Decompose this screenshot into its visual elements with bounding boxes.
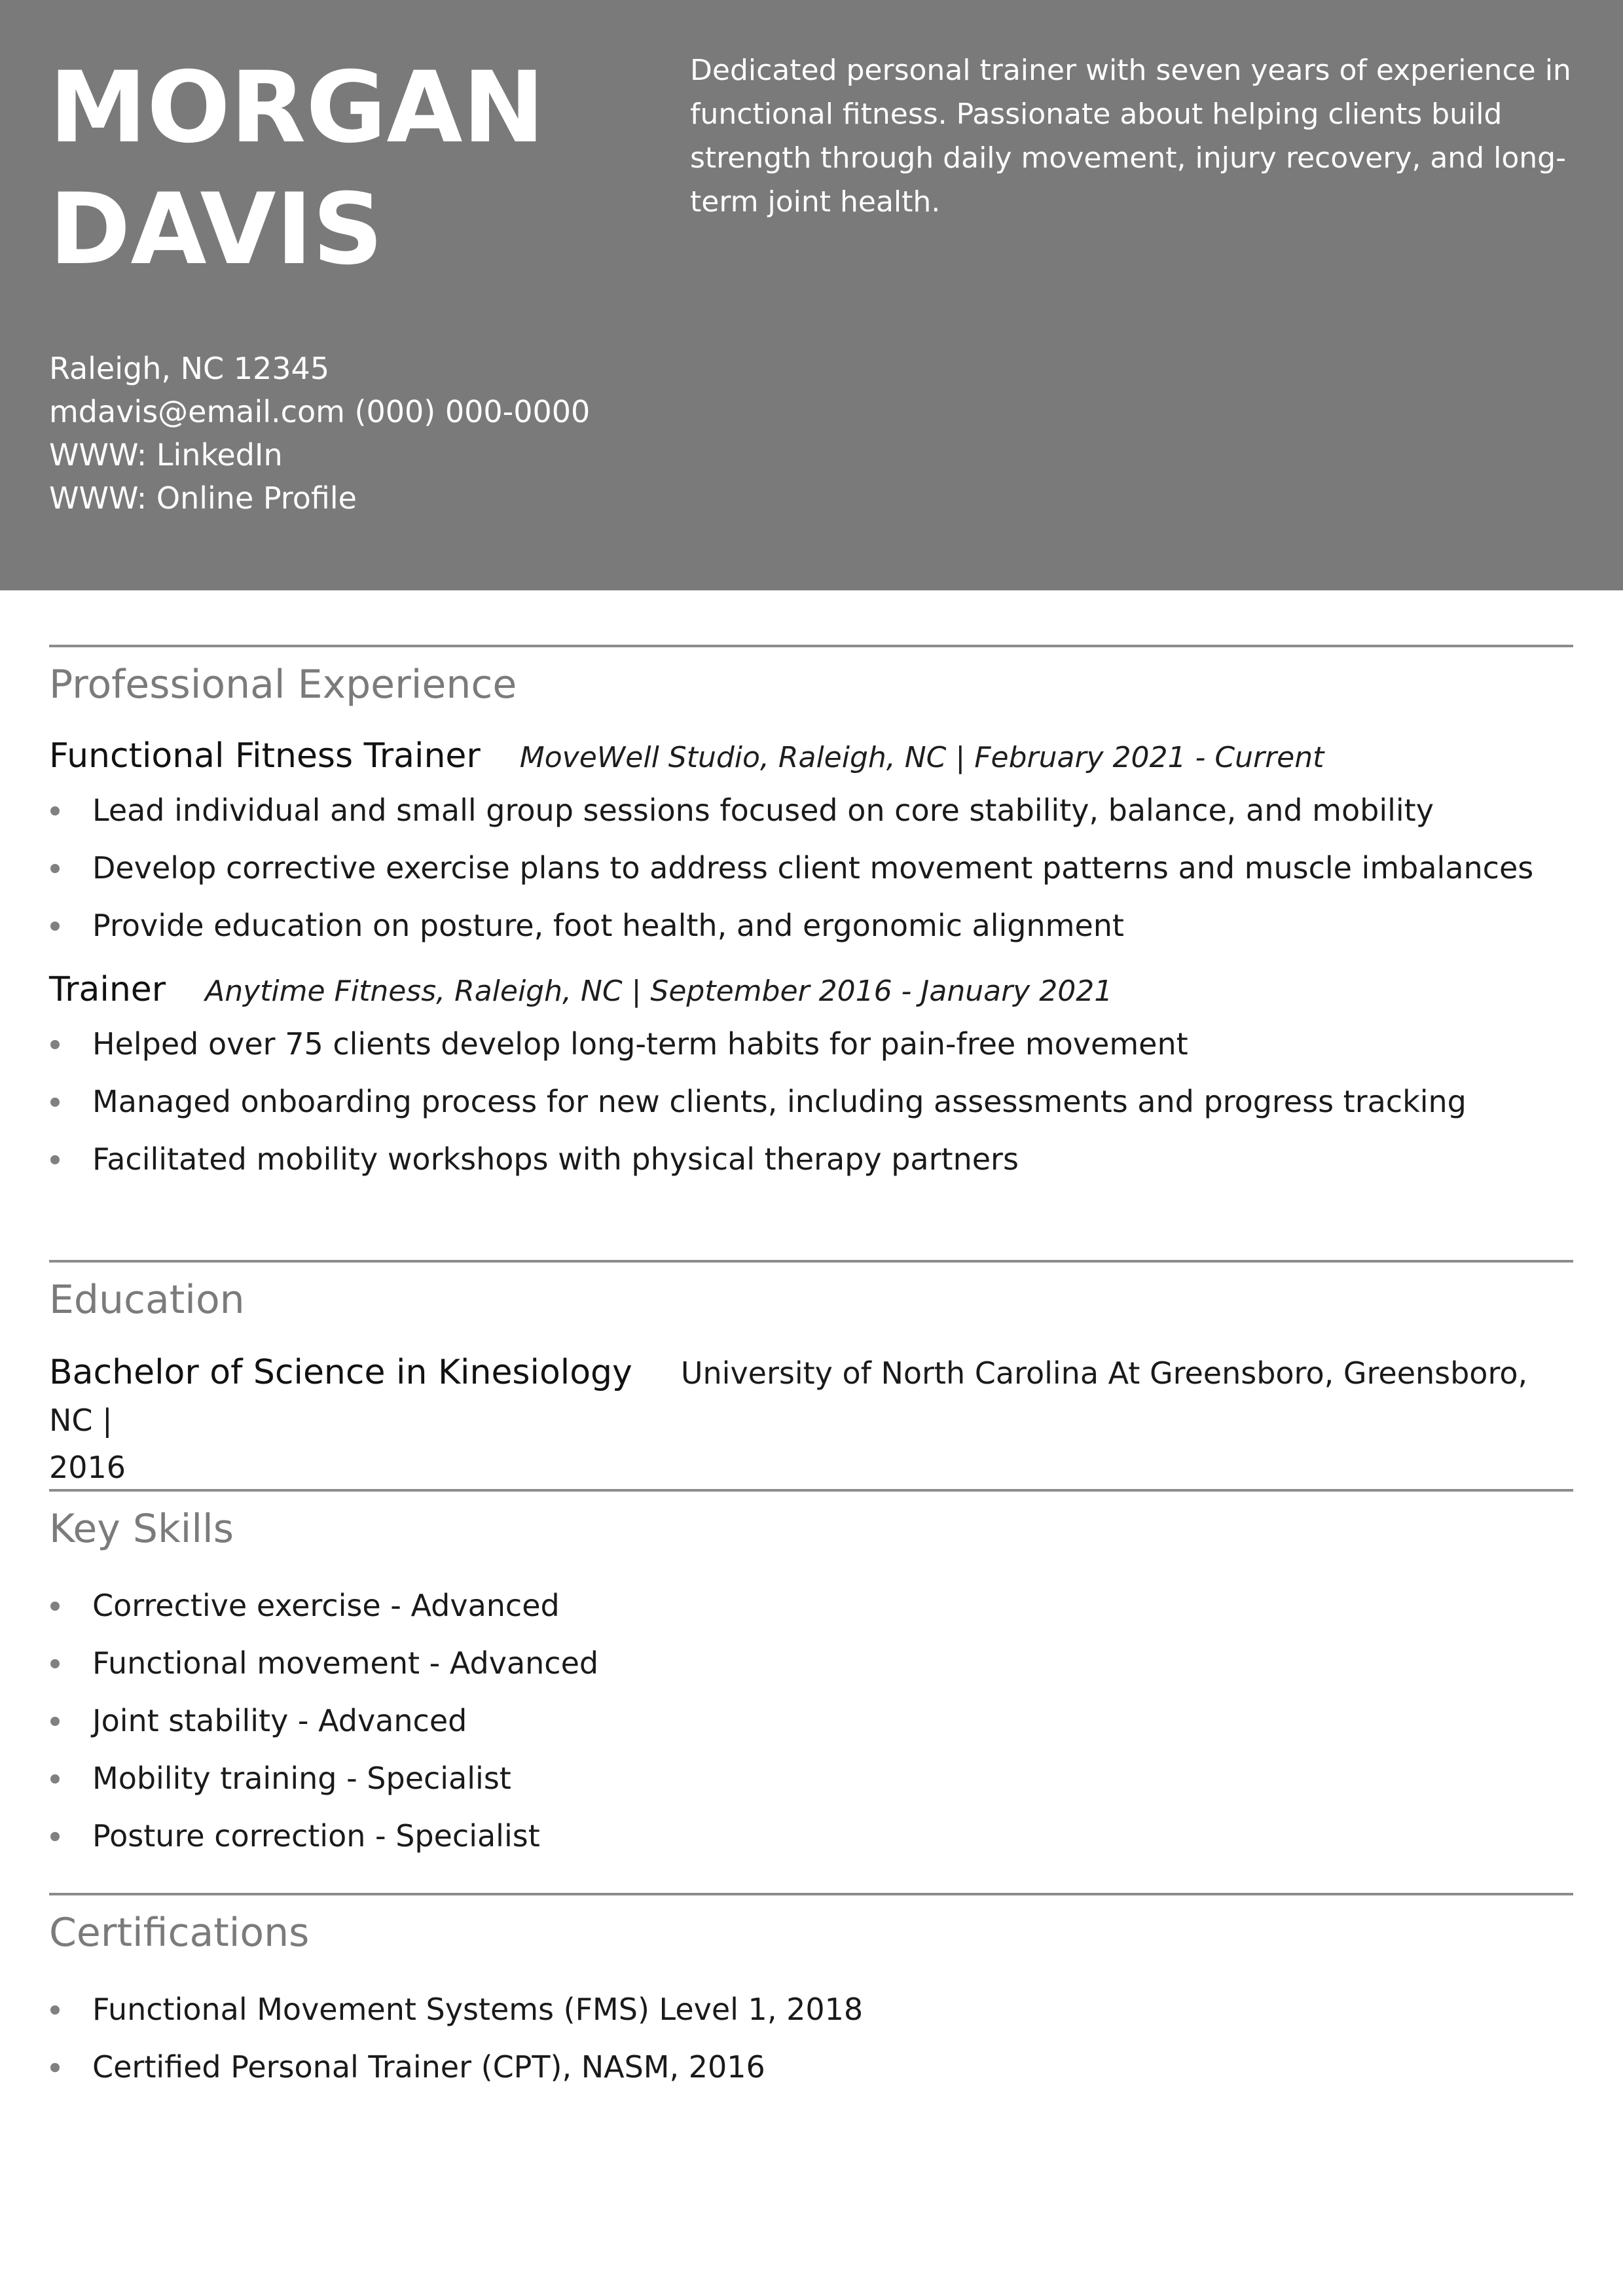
list-item: Functional movement - Advanced [49, 1634, 1573, 1692]
contact-linkedin-link[interactable]: WWW: LinkedIn [49, 437, 283, 473]
education-year: 2016 [49, 1450, 126, 1485]
certifications-list [49, 1981, 1573, 2096]
list-item: Facilitated mobility workshops with physical therapy partners [49, 1130, 1573, 1188]
job-title: Functional Fitness Trainer [49, 736, 481, 776]
list-item: Posture correction - Specialist [49, 1807, 1573, 1865]
list-item: Helped over 75 clients develop long-term habits for pain-free movement [49, 1015, 1573, 1073]
skills-list [49, 1577, 1573, 1865]
contact-address: Raleigh, NC 12345 [49, 351, 330, 386]
contact-email-phone: mdavis@email.com (000) 000-0000 [49, 394, 591, 429]
education-school: University of North Carolina At Greensboro, Greensboro, NC | [49, 1355, 1528, 1438]
education-entry [49, 1349, 1573, 1491]
job-entry [49, 969, 1573, 1188]
job-bullets [49, 781, 1573, 954]
job-entry [49, 735, 1573, 954]
contact-block [49, 347, 704, 520]
name-line-last: DAVIS [49, 173, 384, 287]
job-header [49, 735, 1573, 779]
education-degree: Bachelor of Science in Kinesiology [49, 1353, 632, 1392]
candidate-name [49, 47, 638, 291]
job-meta: Anytime Fitness, Raleigh, NC | September 2016 - January 2021 [205, 975, 1113, 1008]
list-item: Certified Personal Trainer (CPT), NASM, 2016 [49, 2038, 1573, 2096]
certifications-section [49, 1893, 1573, 2096]
experience-section [49, 645, 1573, 1188]
education-section [49, 1260, 1573, 1491]
list-item: Develop corrective exercise plans to address client movement patterns and muscle imbalances [49, 839, 1573, 897]
skills-section [49, 1489, 1573, 1865]
list-item: Joint stability - Advanced [49, 1692, 1573, 1749]
resume-header [0, 0, 1623, 590]
name-line-first: MORGAN [49, 51, 545, 165]
job-bullets [49, 1015, 1573, 1188]
job-title: Trainer [49, 970, 166, 1009]
list-item: Provide education on posture, foot health, and ergonomic alignment [49, 897, 1573, 954]
list-item: Corrective exercise - Advanced [49, 1577, 1573, 1634]
list-item: Managed onboarding process for new clients, including assessments and progress tracking [49, 1073, 1573, 1130]
section-title-experience: Professional Experience [49, 662, 517, 708]
list-item: Mobility training - Specialist [49, 1749, 1573, 1807]
job-meta: MoveWell Studio, Raleigh, NC | February 2021 - Current [519, 741, 1324, 774]
list-item: Functional Movement Systems (FMS) Level 1, 2018 [49, 1981, 1573, 2038]
profile-summary: Dedicated personal trainer with seven years of experience in functional fitness. Passionate about helping clients build strength through daily movement, injury recovery, and long-term joint health. [690, 54, 1571, 219]
list-item: Lead individual and small group sessions focused on core stability, balance, and mobility [49, 781, 1573, 839]
job-header [49, 969, 1573, 1013]
contact-profile-link[interactable]: WWW: Online Profile [49, 480, 357, 516]
section-title-certifications: Certifications [49, 1910, 310, 1956]
section-title-education: Education [49, 1277, 245, 1323]
section-title-skills: Key Skills [49, 1506, 234, 1552]
